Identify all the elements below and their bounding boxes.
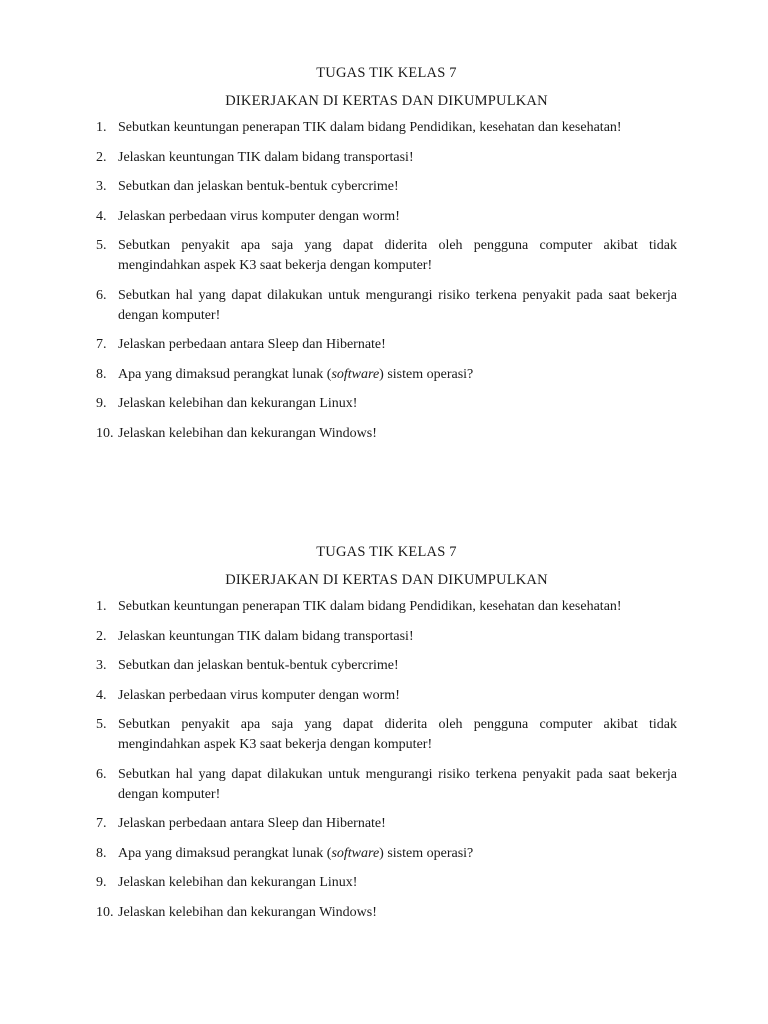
question-number: 10. [96, 904, 114, 920]
question-item-2 [96, 627, 677, 647]
question-number: 8. [96, 845, 107, 861]
assignment-section-2 [96, 543, 677, 932]
question-item-9 [96, 873, 677, 893]
question-item-10 [96, 903, 677, 923]
question-number: 8. [96, 366, 107, 382]
question-text: Jelaskan perbedaan antara Sleep dan Hibernate! [118, 816, 386, 831]
question-text: Jelaskan kelebihan dan kekurangan Linux! [118, 875, 358, 890]
question-item-4 [96, 207, 677, 227]
question-text: Jelaskan perbedaan virus komputer dengan worm! [118, 208, 400, 224]
question-text-italic: software [331, 845, 380, 861]
question-text: Sebutkan keuntungan penerapan TIK dalam bidang Pendidikan, kesehatan dan kesehatan! [118, 599, 622, 614]
question-text: Sebutkan dan jelaskan bentuk-bentuk cybercrime! [118, 179, 399, 194]
question-number: 3. [96, 179, 107, 194]
question-item-1 [96, 597, 677, 617]
question-text: Sebutkan penyakit apa saja yang dapat diderita oleh pengguna computer akibat tidak mengindahkan aspek K3 saat bekerja dengan komputer! [118, 717, 677, 752]
section-subtitle: DIKERJAKAN DI KERTAS DAN DIKUMPULKAN [225, 93, 548, 109]
question-number: 1. [96, 599, 107, 614]
question-text: Jelaskan perbedaan virus komputer dengan worm! [118, 687, 400, 703]
question-item-7 [96, 814, 677, 834]
question-item-8 [96, 844, 677, 864]
question-item-7 [96, 335, 677, 355]
question-number: 6. [96, 766, 107, 782]
question-number: 1. [96, 120, 107, 135]
question-number: 4. [96, 208, 107, 224]
question-text-before: Apa yang dimaksud perangkat lunak ( [118, 845, 332, 861]
question-list [96, 118, 677, 444]
question-text [118, 844, 677, 864]
assignment-section-1 [96, 64, 677, 453]
section-title: TUGAS TIK KELAS 7 [316, 65, 457, 81]
section-title: TUGAS TIK KELAS 7 [316, 544, 457, 560]
question-item-5 [96, 715, 677, 755]
question-number: 9. [96, 396, 107, 411]
question-number: 5. [96, 238, 107, 253]
question-number: 6. [96, 287, 107, 303]
question-text: Sebutkan hal yang dapat dilakukan untuk mengurangi risiko terkena penyakit pada saat bekerja dengan komputer! [118, 766, 677, 802]
question-text: Jelaskan keuntungan TIK dalam bidang transportasi! [118, 628, 414, 644]
question-text [118, 365, 677, 385]
question-number: 10. [96, 425, 114, 441]
question-item-3 [96, 177, 677, 197]
question-number: 9. [96, 875, 107, 890]
question-item-5 [96, 236, 677, 276]
question-text: Jelaskan perbedaan antara Sleep dan Hibernate! [118, 337, 386, 352]
question-text-italic: software [331, 366, 380, 382]
question-text-after: ) sistem operasi? [379, 366, 474, 382]
question-item-9 [96, 394, 677, 414]
question-item-10 [96, 424, 677, 444]
question-text: Sebutkan keuntungan penerapan TIK dalam bidang Pendidikan, kesehatan dan kesehatan! [118, 120, 622, 135]
question-number: 4. [96, 687, 107, 703]
question-number: 2. [96, 149, 107, 165]
section-subtitle: DIKERJAKAN DI KERTAS DAN DIKUMPULKAN [225, 572, 548, 588]
question-number: 3. [96, 658, 107, 673]
question-item-8 [96, 365, 677, 385]
question-item-6 [96, 286, 677, 326]
question-item-4 [96, 686, 677, 706]
question-text: Jelaskan kelebihan dan kekurangan Windows! [118, 425, 377, 441]
question-item-1 [96, 118, 677, 138]
question-item-3 [96, 656, 677, 676]
question-text: Sebutkan dan jelaskan bentuk-bentuk cybercrime! [118, 658, 399, 673]
question-text-before: Apa yang dimaksud perangkat lunak ( [118, 366, 332, 382]
question-number: 2. [96, 628, 107, 644]
question-number: 5. [96, 717, 107, 732]
question-text: Sebutkan penyakit apa saja yang dapat diderita oleh pengguna computer akibat tidak mengindahkan aspek K3 saat bekerja dengan komputer! [118, 238, 677, 273]
question-text: Jelaskan kelebihan dan kekurangan Linux! [118, 396, 358, 411]
question-number: 7. [96, 337, 107, 352]
question-text: Sebutkan hal yang dapat dilakukan untuk mengurangi risiko terkena penyakit pada saat bekerja dengan komputer! [118, 287, 677, 323]
question-item-6 [96, 765, 677, 805]
question-list [96, 597, 677, 923]
question-text-after: ) sistem operasi? [379, 845, 474, 861]
question-item-2 [96, 148, 677, 168]
question-text: Jelaskan kelebihan dan kekurangan Windows! [118, 904, 377, 920]
question-text: Jelaskan keuntungan TIK dalam bidang transportasi! [118, 149, 414, 165]
question-number: 7. [96, 816, 107, 831]
